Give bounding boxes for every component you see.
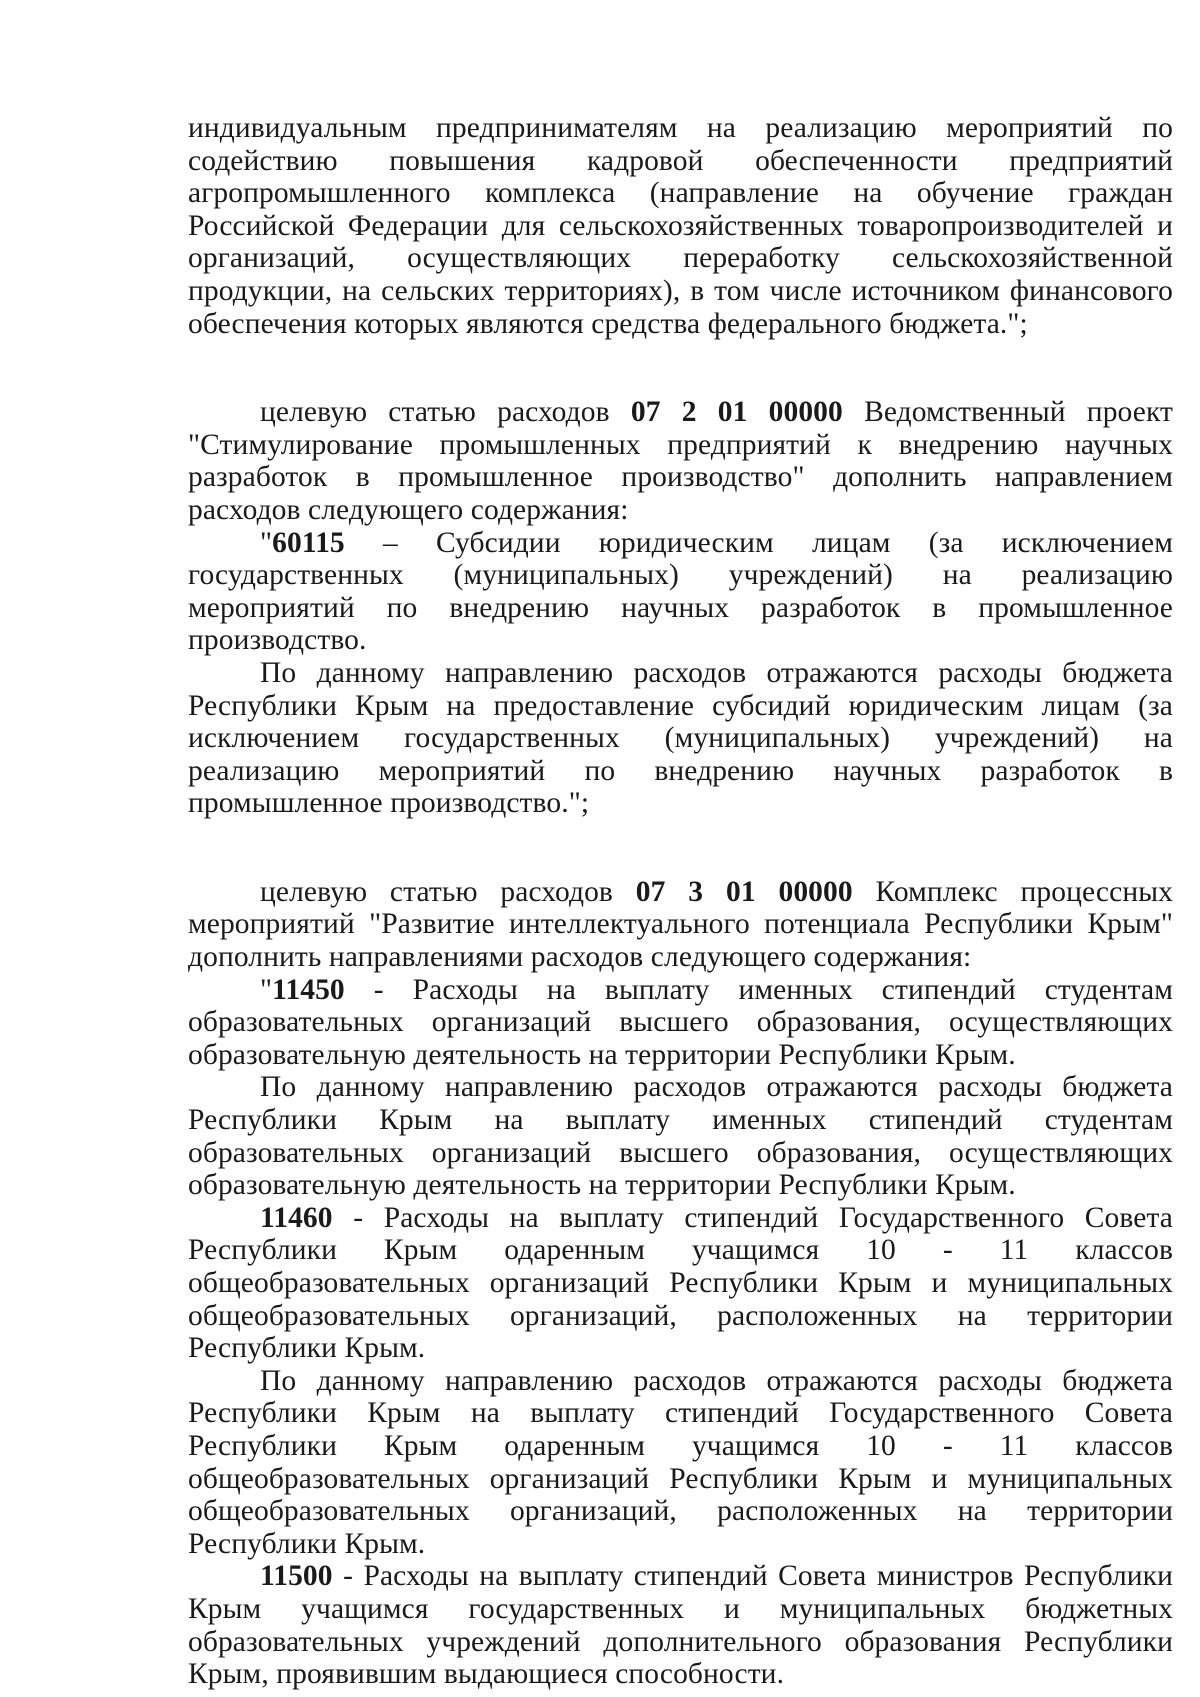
paragraph-text: целевую статью расходов <box>260 396 631 429</box>
quote-mark: " <box>260 973 273 1006</box>
paragraph-target-article-07201 <box>188 396 1173 526</box>
paragraph-continuation: индивидуальным предпринимателям на реализацию мероприятий по содействию повышения кадровой обеспеченности предприятий агропромышленного комплекса (направление на обучение граждан Российской Федерации для сельскохозяйственных товаропроизводителей и организаций, осуществляющих переработку сельскохозяйственной продукции, на сельских территориях), в том числе источником финансового обеспечения которых являются средства федерального бюджета."; <box>188 112 1173 340</box>
budget-code: 07 3 01 00000 <box>635 875 853 908</box>
paragraph-text: - Расходы на выплату стипендий Государственного Совета Республики Крым одаренным учащимся 10 - 11 классов общеобразовательных организаций Республики Крым и муниципальных общеобразовательных организаций, расположенных на территории Республики Крым. <box>188 1201 1173 1365</box>
document-page <box>188 112 1173 1691</box>
paragraph-description-11450: По данному направлению расходов отражаются расходы бюджета Республики Крым на выплату именных стипендий студентам образовательных организаций высшего образования, осуществляющих образовательную деятельность на территории Республики Крым. <box>188 1071 1173 1202</box>
paragraph-direction-11500 <box>188 1560 1173 1690</box>
budget-code: 07 2 01 00000 <box>630 396 843 429</box>
paragraph-gap <box>188 340 1173 396</box>
paragraph-target-article-07301 <box>188 876 1173 974</box>
paragraph-description-11460: По данному направлению расходов отражаются расходы бюджета Республики Крым на выплату стипендий Государственного Совета Республики Крым одаренным учащимся 10 - 11 классов общеобразовательных организаций Республики Крым и муниципальных общеобразовательных организаций, расположенных на территории Республики Крым. <box>188 1364 1173 1560</box>
paragraph-description-60115: По данному направлению расходов отражаются расходы бюджета Республики Крым на предоставление субсидий юридическим лицам (за исключением государственных (муниципальных) учреждений) на реализацию мероприятий по внедрению научных разработок в промышленное производство."; <box>188 656 1173 820</box>
paragraph-text: Ведомственный проект "Стимулирование промышленных предприятий к внедрению научных разработок в промышленное производство" дополнить направлением расходов следующего содержания: <box>188 396 1173 526</box>
paragraph-text: - Расходы на выплату стипендий Совета министров Республики Крым учащимся государственных и муниципальных бюджетных образовательных учреждений дополнительного образования Республики Крым, проявившим выдающиеся способности. <box>188 1560 1173 1691</box>
paragraph-text: – Субсидии юридическим лицам (за исключением государственных (муниципальных) учреждений) на реализацию мероприятий по внедрению научных разработок в промышленное производство. <box>188 526 1173 657</box>
paragraph-text: целевую статью расходов <box>260 875 636 908</box>
quote-mark: " <box>260 526 273 559</box>
paragraph-text: - Расходы на выплату именных стипендий студентам образовательных организаций высшего образования, осуществляющих образовательную деятельность на территории Республики Крым. <box>188 973 1173 1071</box>
budget-code: 11460 <box>260 1201 333 1234</box>
paragraph-direction-11450 <box>188 974 1173 1072</box>
budget-code: 11450 <box>272 973 345 1006</box>
paragraph-direction-11460 <box>188 1202 1173 1365</box>
paragraph-direction-60115 <box>188 527 1173 657</box>
paragraph-gap <box>188 820 1173 876</box>
paragraph-text: Комплекс процессных мероприятий "Развитие интеллектуального потенциала Республики Крым" дополнить направлениями расходов следующего содержания: <box>188 875 1173 974</box>
budget-code: 60115 <box>272 526 345 559</box>
budget-code: 11500 <box>260 1560 333 1593</box>
